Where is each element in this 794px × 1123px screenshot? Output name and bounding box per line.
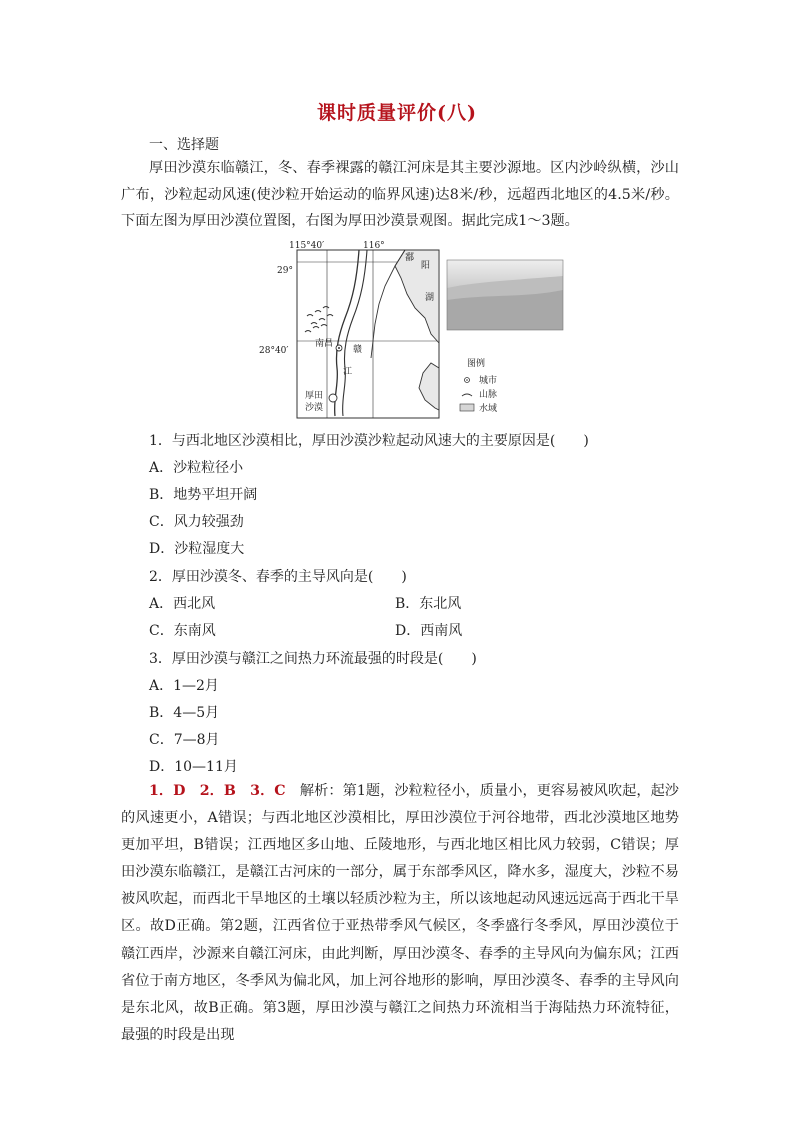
desert-label-2: 沙漠	[305, 403, 324, 413]
q1-option-d[interactable]: D．沙粒湿度大	[149, 541, 245, 557]
q2-option-d[interactable]: D．西南风	[395, 623, 463, 639]
q2-option-b[interactable]: B．东北风	[395, 596, 462, 612]
desert-landscape-photo	[447, 260, 563, 330]
city-label: 南昌	[315, 339, 334, 349]
question-3: 3．厚田沙漠与赣江之间热力环流最强的时段是( )	[149, 651, 477, 667]
desert-figure	[255, 238, 575, 428]
legend-title: 图例	[467, 359, 486, 369]
latitude-label-2: 28°40′	[259, 346, 289, 356]
q1-option-c[interactable]: C．风力较强劲	[149, 514, 244, 530]
question-1: 1．与西北地区沙漠相比，厚田沙漠沙粒起动风速大的主要原因是( )	[149, 433, 589, 449]
q3-option-b[interactable]: B．4—5月	[149, 705, 220, 721]
q2-option-c[interactable]: C．东南风	[149, 623, 216, 639]
intro-paragraph: 厚田沙漠东临赣江，冬、春季裸露的赣江河床是其主要沙源地。区内沙岭纵横，沙山广布，沙粒起动风速(使沙粒开始运动的临界风速)达8米/秒，远超西北地区的4.5米/秒。下面左图为厚田沙漠位置图，右图为厚田沙漠景观图。据此完成1～3题。	[121, 160, 679, 230]
answer-key: 1．D 2．B 3．C	[149, 783, 286, 799]
legend-city: 城市	[479, 376, 498, 386]
houtian-desert-marker	[329, 394, 337, 402]
longitude-label-2: 116°	[363, 241, 385, 251]
section-heading: 一、选择题	[149, 137, 219, 153]
location-map	[259, 241, 439, 418]
question-2: 2．厚田沙漠冬、春季的主导风向是( )	[149, 569, 407, 585]
page-title: 课时质量评价(八)	[317, 102, 477, 124]
latitude-label-1: 29°	[277, 266, 293, 276]
q3-option-d[interactable]: D．10—11月	[149, 759, 238, 775]
map-legend	[460, 357, 497, 414]
poyang-label-2: 阳	[421, 261, 431, 271]
q1-option-b[interactable]: B．地势平坦开阔	[149, 487, 258, 503]
river-label-1: 赣	[353, 345, 363, 355]
answer-section	[121, 778, 679, 1049]
desert-label-1: 厚田	[305, 391, 324, 401]
river-label-2: 江	[343, 367, 353, 377]
legend-water: 水域	[479, 404, 498, 414]
q3-option-a[interactable]: A．1—2月	[149, 678, 219, 694]
answer-explanation: 解析：第1题，沙粒粒径小，质量小，更容易被风吹起，起沙的风速更小，A错误；与西北地区沙漠相比，厚田沙漠位于河谷地带，西北沙漠地区地势更加平坦，B错误；江西地区多山地、丘陵地形，与西北地区相比风力较弱，C错误；厚田沙漠东临赣江，是赣江古河床的一部分，属于东部季风区，降水多，湿度大，沙粒不易被风吹起，而西北干旱地区的土壤以轻质沙粒为主，所以该地起动风速远远高于西北干旱区。故D正确。第2题，江西省位于亚热带季风气候区，冬季盛行冬季风，厚田沙漠位于赣江西岸，沙源来自赣江河床，由此判断，厚田沙漠冬、春季的主导风向为偏东风；江西省位于南方地区，冬季风为偏北风，加上河谷地形的影响，厚田沙漠冬、春季的主导风向是东北风，故B正确。第3题，厚田沙漠与赣江之间热力环流相当于海陆热力环流特征，最强的时段是出现	[121, 783, 679, 1043]
legend-mountain: 山脉	[479, 390, 498, 400]
q2-option-a[interactable]: A．西北风	[149, 596, 216, 612]
q1-option-a[interactable]: A．沙粒粒径小	[149, 460, 244, 476]
q3-option-c[interactable]: C．7—8月	[149, 732, 220, 748]
poyang-label-1: 鄱	[405, 253, 415, 263]
poyang-label-3: 湖	[425, 293, 435, 303]
longitude-label-1: 115°40′	[289, 241, 325, 251]
